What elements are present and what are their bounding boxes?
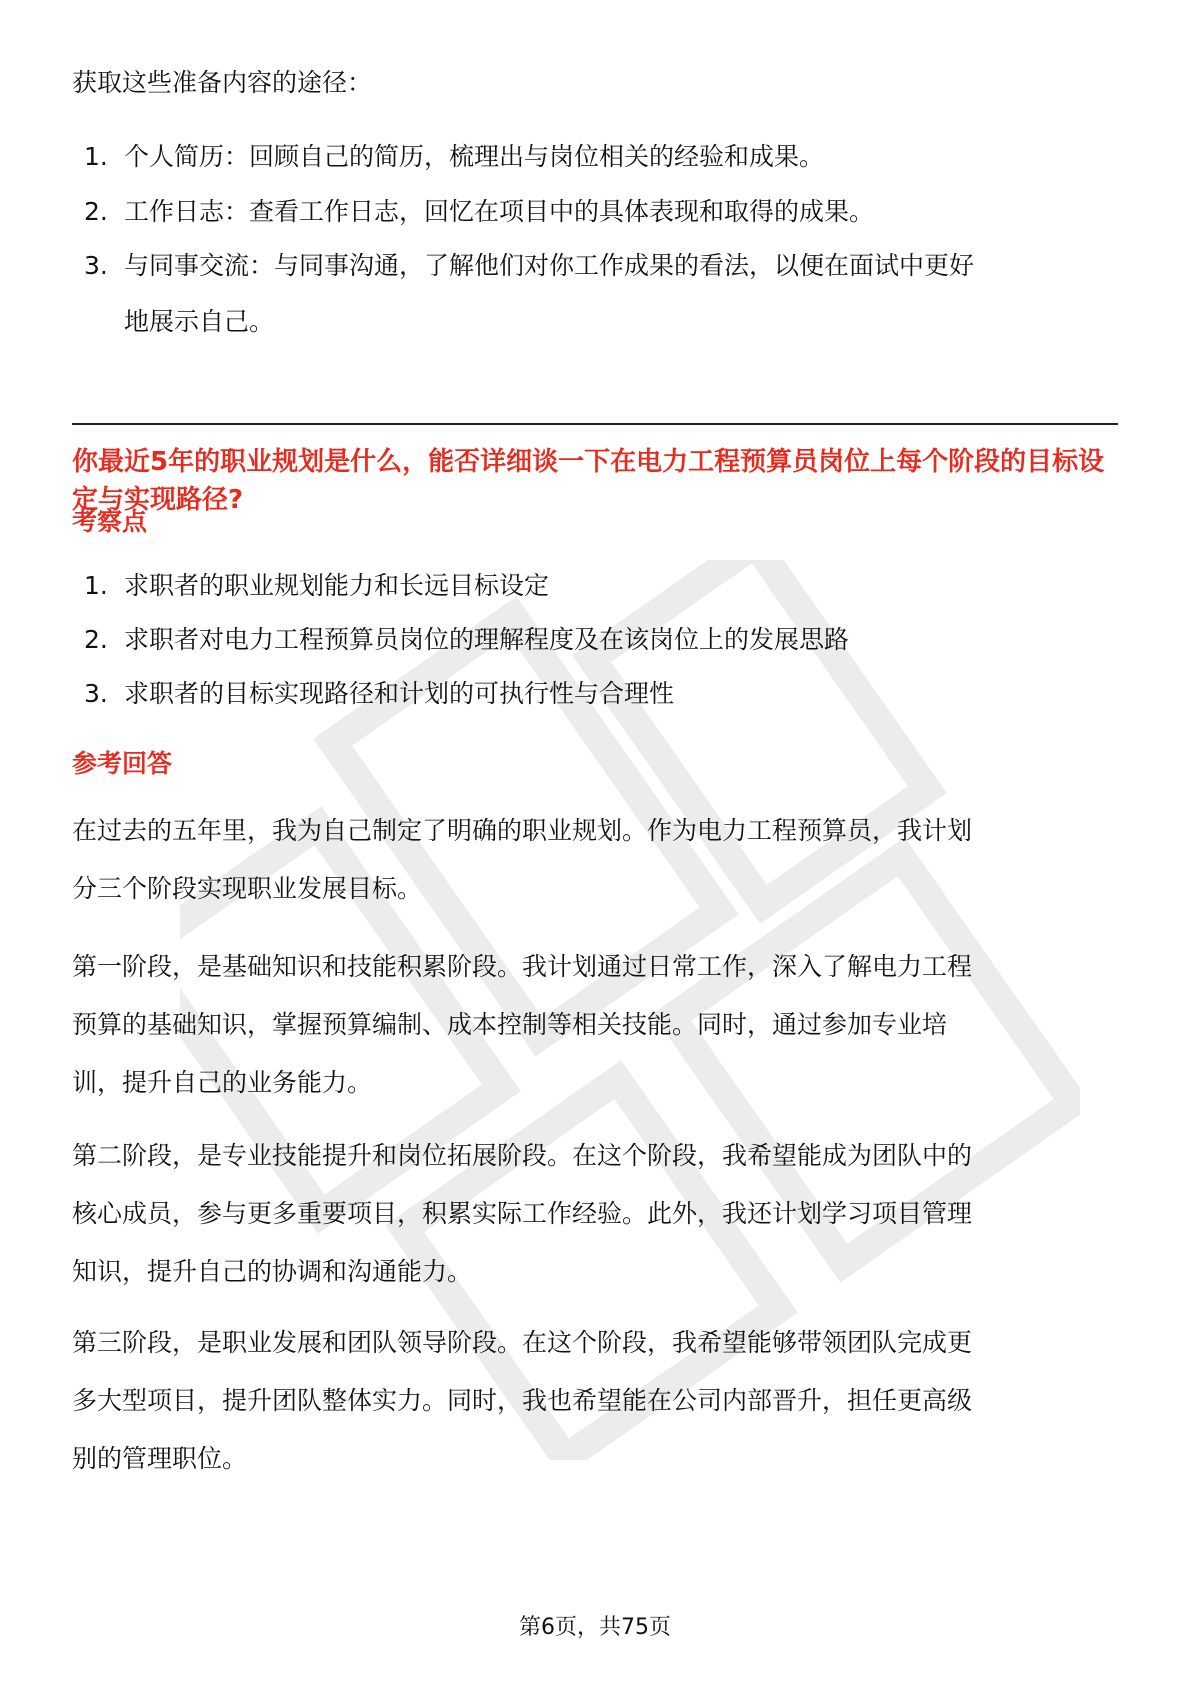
- list-text: 个人简历：回顾自己的简历，梳理出与岗位相关的经验和成果。: [124, 142, 825, 171]
- paragraph-line: 多大型项目，提升团队整体实力。同时，我也希望能在公司内部晋升，担任更高级: [72, 1386, 973, 1415]
- list-item: [84, 611, 849, 669]
- list-text: 求职者的目标实现路径和计划的可执行性与合理性: [124, 679, 675, 708]
- paragraph-line: 预算的基础知识，掌握预算编制、成本控制等相关技能。同时，通过参加专业培: [72, 1010, 948, 1039]
- list-text: 与同事交流：与同事沟通，了解他们对你工作成果的看法，以便在面试中更好: [124, 251, 975, 280]
- list-item: [84, 128, 824, 186]
- list-text: 工作日志：查看工作日志，回忆在项目中的具体表现和取得的成果。: [124, 197, 875, 226]
- list-text-continuation: 地展示自己。: [124, 307, 275, 336]
- section-divider: [72, 423, 1118, 425]
- answer-paragraph: [72, 1127, 972, 1301]
- paragraph-line: 知识，提升自己的协调和沟通能力。: [72, 1257, 473, 1286]
- list-text: 求职者对电力工程预算员岗位的理解程度及在该岗位上的发展思路: [124, 625, 850, 654]
- paragraph-line: 第三阶段，是职业发展和团队领导阶段。在这个阶段，我希望能够带领团队完成更: [72, 1328, 973, 1357]
- list-item: [84, 557, 549, 615]
- page-number: 第6页，共75页: [519, 1615, 671, 1640]
- list-number: 2.: [84, 625, 108, 654]
- answer-paragraph: [72, 1314, 972, 1488]
- question-heading: 你最近5年的职业规划是什么，能否详细谈一下在电力工程预算员岗位上每个阶段的目标设定与实现路径?: [72, 447, 1105, 515]
- paragraph-line: 别的管理职位。: [72, 1444, 248, 1473]
- paragraph-line: 在过去的五年里，我为自己制定了明确的职业规划。作为电力工程预算员，我计划: [72, 816, 973, 845]
- focus-heading: 考察点: [72, 507, 148, 536]
- list-item: [84, 665, 674, 723]
- list-item: [84, 183, 874, 241]
- paragraph-line: 分三个阶段实现职业发展目标。: [72, 874, 423, 903]
- list-text: 求职者的职业规划能力和长远目标设定: [124, 571, 550, 600]
- answer-paragraph: [72, 802, 972, 918]
- list-item: [84, 237, 974, 295]
- list-number: 3.: [84, 251, 108, 280]
- list-number: 1.: [84, 142, 108, 171]
- paragraph-line: 第一阶段，是基础知识和技能积累阶段。我计划通过日常工作，深入了解电力工程: [72, 952, 973, 981]
- list-number: 2.: [84, 197, 108, 226]
- list-number: 3.: [84, 679, 108, 708]
- paragraph-line: 第二阶段，是专业技能提升和岗位拓展阶段。在这个阶段，我希望能成为团队中的: [72, 1141, 973, 1170]
- answer-heading: 参考回答: [72, 749, 173, 778]
- paragraph-line: 核心成员，参与更多重要项目，积累实际工作经验。此外，我还计划学习项目管理: [72, 1199, 973, 1228]
- intro-text: 获取这些准备内容的途径：: [72, 68, 373, 97]
- answer-paragraph: [72, 938, 972, 1112]
- paragraph-line: 训，提升自己的业务能力。: [72, 1068, 373, 1097]
- list-number: 1.: [84, 571, 108, 600]
